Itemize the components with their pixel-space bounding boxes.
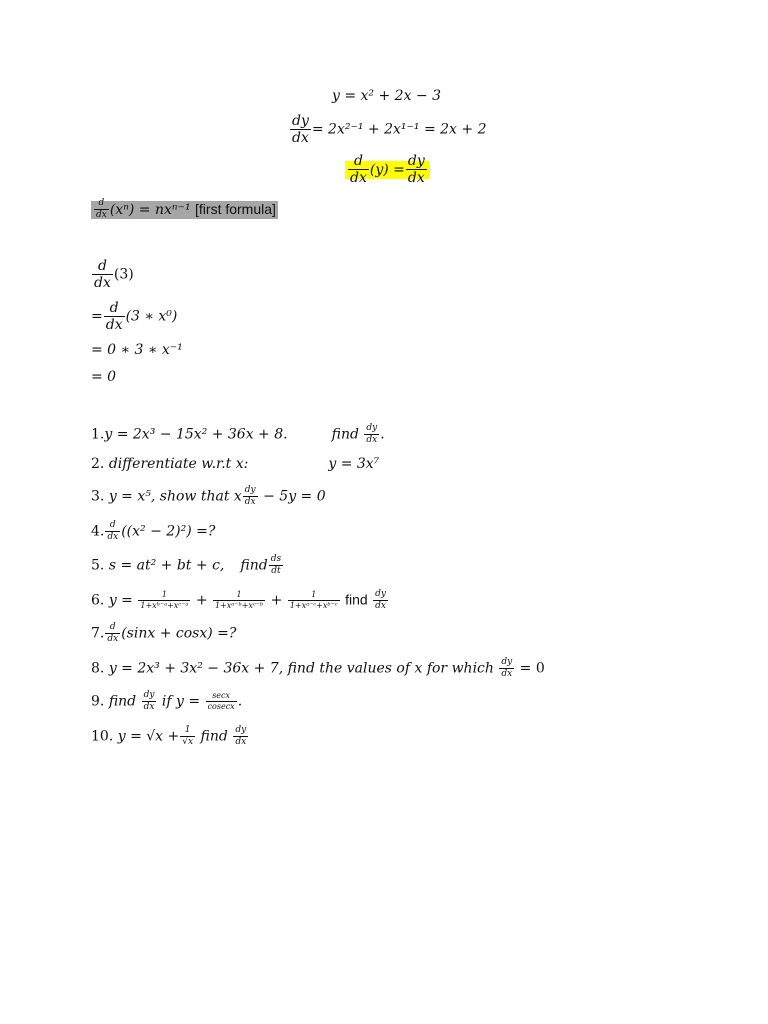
fraction-d-dx: $\frac{d}{dx}$ <box>107 520 119 542</box>
fraction-term-1: $\frac{1}{\text{1+xᵇ⁻ᵃ+xᶜ⁻ᵃ}}$ <box>140 590 189 610</box>
question-9: 9. find $\frac{dy}{dx}$ if y = $\frac{\sec x}{cosecx}$ . <box>91 690 243 712</box>
question-3: 3. y = x⁵, show that x $\frac{dy}{dx}$ − 5y = 0 <box>91 485 326 507</box>
question-8: 8. y = 2x³ + 3x² − 36x + 7, find the values of x for which $\frac{dy}{dx}$ = 0 <box>91 657 545 679</box>
question-1: 1.y = 2x³ − 15x² + 36x + 8. find $\frac{dy}{dx}$ . <box>91 423 385 445</box>
gray-highlight <box>91 198 278 220</box>
question-5: 5. s = at² + bt + c, find $\frac{ds}{dt}$ <box>91 554 282 576</box>
example-step-3: = 0 ∗ 3 ∗ x⁻¹ <box>91 342 183 358</box>
equation-derivative <box>289 114 487 145</box>
question-2: 2. differentiate w.r.t x: y = 3x⁷ <box>91 456 380 472</box>
question-6: 6. y = $\frac{1}{\text{1+xᵇ⁻ᵃ+xᶜ⁻ᵃ}}$ + $\frac{1}{\text{1+xᵃ⁻ᵇ+xᶜ⁻ᵇ}}$ + $\frac{1}{\text{1+xᵃ⁻ᶜ+xᵇ⁻ᶜ}}$ find $\frac{dy}{dx}$ <box>91 589 386 611</box>
fraction-term-2: $\frac{1}{\text{1+xᵃ⁻ᵇ+xᶜ⁻ᵇ}}$ <box>215 590 264 610</box>
fraction-dy-dx: $\frac{dy}{dx}$ <box>407 153 425 186</box>
fraction-dy-dx: $\frac{dy}{dx}$ <box>501 657 513 679</box>
example-step-2: = $\frac{d}{dx}$ (3 ∗ x⁰) <box>91 300 178 333</box>
notation-middle: (y) = <box>369 161 405 178</box>
power-rule-formula <box>91 199 278 220</box>
equation-function-text: y = x² + 2x − 3 <box>332 88 442 104</box>
fraction-d-dx: $\frac{d}{dx}$ <box>350 153 367 186</box>
question-4: 4. $\frac{d}{dx}$ ((x² − 2)²) =? <box>91 520 216 542</box>
fraction-dy-dx: $\frac{dy}{dx}$ <box>235 725 247 747</box>
fraction-dy-dx: $\frac{dy}{dx}$ <box>244 485 256 507</box>
question-7: 7. $\frac{d}{dx}$ (sinx + cosx) =? <box>91 622 237 644</box>
equation-function <box>332 88 441 104</box>
example-step-1: $\frac{d}{dx}$ (3) <box>94 258 134 291</box>
fraction-ds-dt: $\frac{ds}{dt}$ <box>270 554 282 576</box>
fraction-dy-dx: $\frac{dy}{dx}$ <box>366 423 378 445</box>
fraction-secx-cosecx: $\frac{\sec x}{cosecx}$ <box>207 691 235 711</box>
fraction-term-3: $\frac{1}{\text{1+xᵃ⁻ᶜ+xᵇ⁻ᶜ}}$ <box>289 590 338 610</box>
fraction-d-dx: $\frac{d}{dx}$ <box>107 622 119 644</box>
fraction-dy-dx: $\frac{dy}{dx}$ <box>292 113 309 146</box>
power-rule-label: [first formula] <box>195 200 276 217</box>
fraction-d-dx: $\frac{d}{dx}$ <box>105 300 123 333</box>
fraction-1-sqrtx: $\frac{1}{√x}$ <box>182 725 194 747</box>
yellow-highlight <box>345 153 430 186</box>
equation-derivative-rhs: = 2x²⁻¹ + 2x¹⁻¹ = 2x + 2 <box>311 121 487 138</box>
power-rule-expression: (xⁿ) = nxⁿ⁻¹ <box>109 201 191 218</box>
fraction-dy-dx: $\frac{dy}{dx}$ <box>375 589 386 611</box>
fraction-d-dx: $\frac{d}{dx}$ <box>94 258 111 291</box>
fraction-dy-dx: $\frac{dy}{dx}$ <box>143 690 155 712</box>
fraction-d-dx: $\frac{d}{dx}$ <box>96 198 107 220</box>
equation-notation <box>345 154 430 185</box>
example-step-4: = 0 <box>91 369 117 385</box>
question-10: 10. y = √x + $\frac{1}{√x}$ find $\frac{dy}{dx}$ <box>91 725 247 747</box>
